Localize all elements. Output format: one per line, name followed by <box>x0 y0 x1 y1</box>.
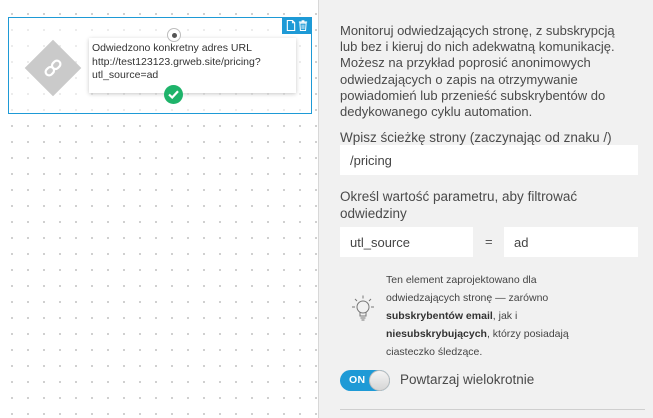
toggle-knob[interactable] <box>369 370 390 391</box>
param-label-line: odwiedziny <box>340 206 407 221</box>
lightbulb-icon <box>350 294 376 324</box>
param-name-input[interactable] <box>340 227 473 257</box>
info-line-rest: , jak i <box>492 310 518 322</box>
description-line: odwiedzających o zapis na otrzymywanie <box>340 71 578 87</box>
node-toolbar <box>282 17 312 34</box>
info-text <box>386 271 636 361</box>
info-line: Ten element zaprojektowano dla <box>386 274 537 286</box>
divider <box>340 409 645 410</box>
repeat-toggle-label: Powtarzaj wielokrotnie <box>400 372 535 387</box>
settings-panel <box>318 0 653 418</box>
description-line: lub bez i kieruj do nich adekwatną komunikację. <box>340 39 615 55</box>
description-line: Monitoruj odwiedzających stronę, z subskrypcją <box>340 23 615 38</box>
info-bold-nonsubscribers: niesubskrybujących <box>386 328 487 340</box>
link-icon <box>41 56 65 80</box>
info-line-rest: , którzy posiadają <box>486 328 569 340</box>
info-line <box>386 307 636 325</box>
info-line: ciasteczko śledzące. <box>386 346 483 358</box>
description-line: powiadomień lub przenieść subskrybentów do <box>340 87 606 103</box>
info-line <box>386 325 636 343</box>
toggle-state-label: ON <box>349 374 366 386</box>
success-connector-icon[interactable] <box>164 85 183 104</box>
description-line: dedykowanego cyklu automation. <box>340 104 533 120</box>
document-icon[interactable] <box>286 20 296 31</box>
node-url-line-2: utl_source=ad <box>92 69 159 81</box>
node-url-line-1: http://test123123.grweb.site/pricing? <box>92 55 261 68</box>
panel-description <box>340 23 645 120</box>
equals-sign: = <box>485 234 493 249</box>
workflow-canvas[interactable] <box>0 0 318 418</box>
node-card[interactable] <box>89 38 296 93</box>
trash-icon[interactable] <box>298 20 308 31</box>
node-title: Odwiedzono konkretny adres URL <box>92 42 252 54</box>
info-bold-subscribers: subskrybentów email <box>386 310 493 322</box>
repeat-toggle[interactable] <box>340 370 390 391</box>
param-label <box>340 188 577 222</box>
description-line: Możesz na przykład poprosić anonimowych <box>340 55 591 71</box>
param-label-line: Określ wartość parametru, aby filtrować <box>340 189 578 204</box>
url-visited-node[interactable] <box>8 17 312 114</box>
info-line: odwiedzających stronę — zarówno <box>386 292 549 304</box>
param-value-input[interactable] <box>504 227 638 257</box>
input-connector[interactable] <box>167 28 181 42</box>
path-label-text: Wpisz ścieżkę strony (zaczynając od znaku /) <box>340 130 612 145</box>
path-input[interactable] <box>340 145 638 175</box>
path-label <box>340 129 612 146</box>
